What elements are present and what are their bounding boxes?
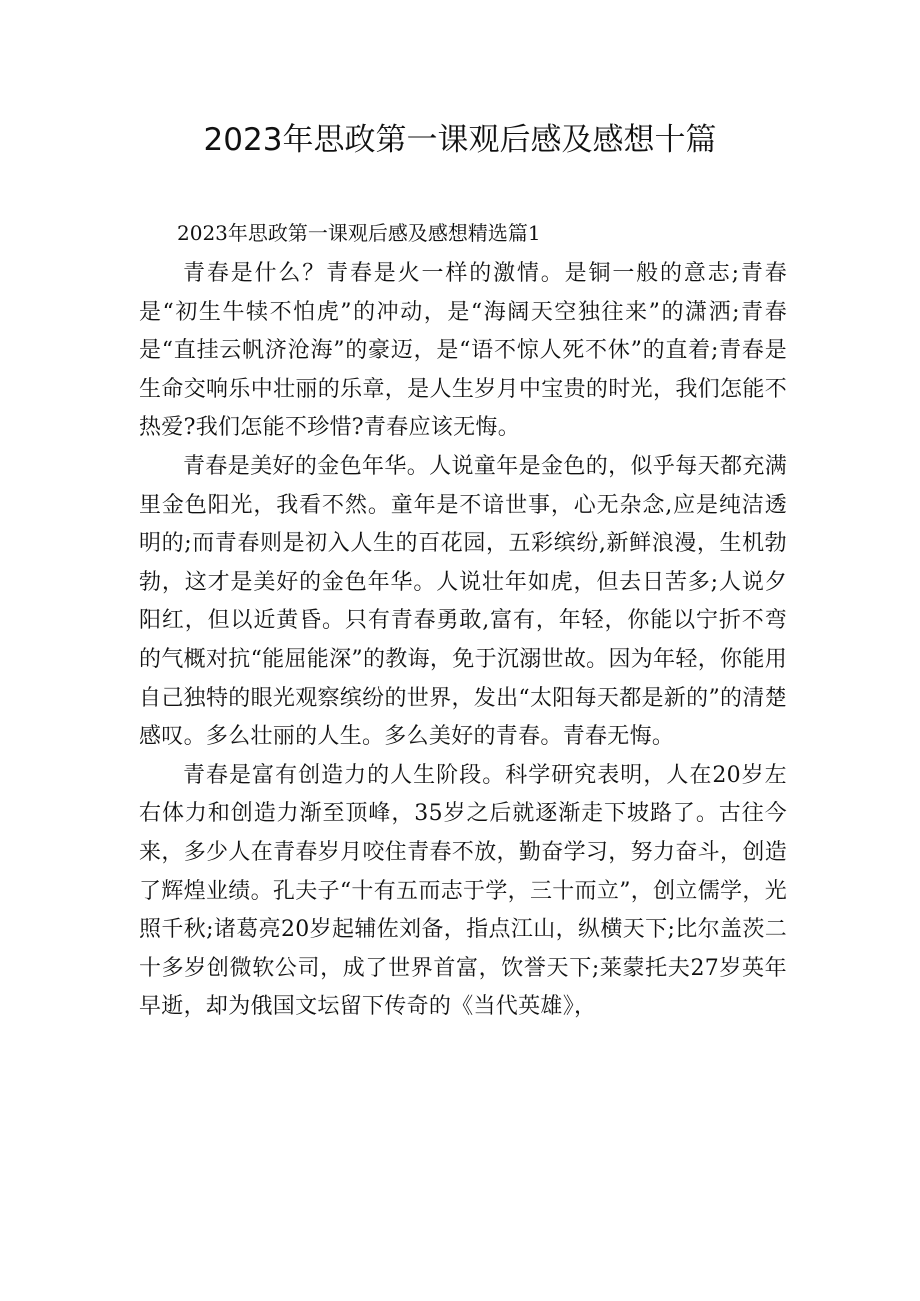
section-heading: 2023年思政第一课观后感及感想精选篇1 xyxy=(177,221,541,245)
paragraph-3: 青春是富有创造力的人生阶段。科学研究表明，人在20岁左右体力和创造力渐至顶峰，35岁之后就逐渐走下坡路了。古往今来，多少人在青春岁月咬住青春不放，勤奋学习，努力奋斗，创造了辉煌业绩。孔夫子“十有五而志于学，三十而立”，创立儒学，光照千秋;诸葛亮20岁起辅佐刘备，指点江山，纵横天下;比尔盖茨二十多岁创微软公司，成了世界首富，饮誉天下;莱蒙托夫27岁英年早逝，却为俄国文坛留下传奇的《当代英雄》， xyxy=(139,762,787,1020)
paragraph-1: 青春是什么？青春是火一样的激情。是铜一般的意志;青春是“初生牛犊不怕虎”的冲动，是“海阔天空独往来”的潇洒;青春是“直挂云帆济沧海”的豪迈，是“语不惊人死不休”的直着;青春是生命交响乐中壮丽的乐章，是人生岁月中宝贵的时光，我们怎能不热爱?我们怎能不珍惜?青春应该无悔。 xyxy=(139,261,787,441)
document-body xyxy=(139,255,787,1027)
paragraph-2: 青春是美好的金色年华。人说童年是金色的，似乎每天都充满里金色阳光，我看不然。童年是不谙世事，心无杂念,应是纯洁透明的;而青春则是初入人生的百花园，五彩缤纷,新鲜浪漫，生机勃勃，这才是美好的金色年华。人说壮年如虎，但去日苦多;人说夕阳红，但以近黄昏。只有青春勇敢,富有，年轻，你能以宁折不弯的气概对抗“能屈能深”的教诲，免于沉溺世故。因为年轻，你能用自己独特的眼光观察缤纷的世界，发出“太阳每天都是新的”的清楚感叹。多么壮丽的人生。多么美好的青春。青春无悔。 xyxy=(139,453,787,750)
document-title: 2023年思政第一课观后感及感想十篇 xyxy=(203,122,717,158)
